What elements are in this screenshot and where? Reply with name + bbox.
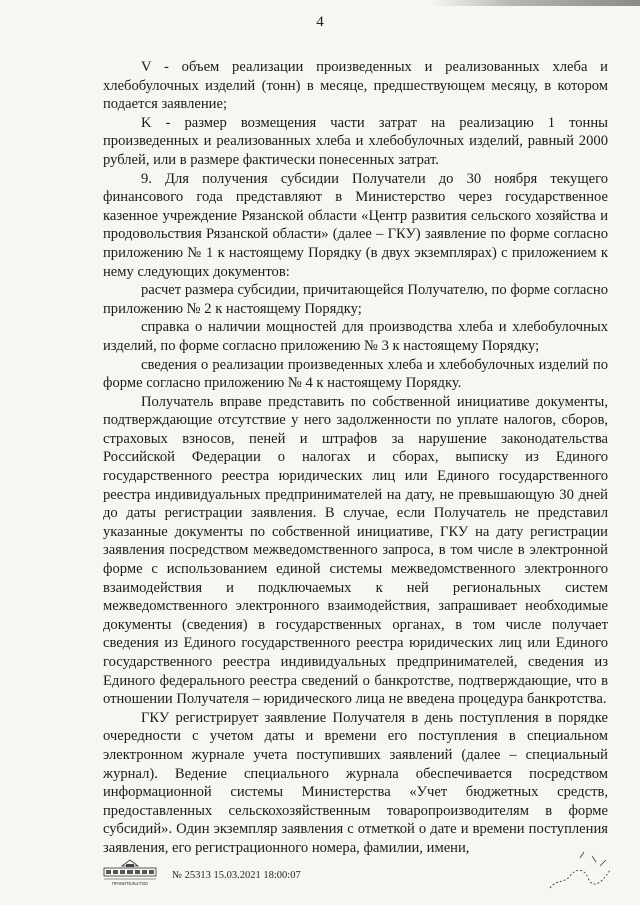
page-footer bbox=[100, 858, 620, 898]
paragraph: сведения о реализации произведенных хлеба и хлебобулочных изделий по форме согласно приложению № 4 к настоящему Порядку. bbox=[103, 356, 608, 392]
document-body bbox=[103, 58, 608, 858]
page-number: 4 bbox=[316, 14, 324, 30]
scan-edge-mark bbox=[430, 0, 640, 6]
signature-mark bbox=[540, 848, 620, 894]
paragraph: ГКУ регистрирует заявление Получателя в день поступления в порядке очередности с учетом даты и времени его поступления в специальном электронном журнале учета поступивших заявлений (далее – специальный журнал). Ведение специального журнала обеспечивается посредством информационной системы Министерства «Учет бюджетных средств, предоставленных сельскохозяйственным товаропроизводителям в форме субсидий». Один экземпляр заявления с отметкой о дате и времени поступления заявления, его регистрационного номера, фамилии, имени, bbox=[103, 709, 608, 856]
paragraph: Получатель вправе представить по собственной инициативе документы, подтверждающие отсутствие у него задолженности по уплате налогов, сборов, страховых взносов, пеней и штрафов за нарушение законодательства Российской Федерации о налогах и сборах, выписку из Единого государственного реестра юридических лиц или Единого государственного реестра индивидуальных предпринимателей на дату, не превышающую 30 дней до даты регистрации заявления. В случае, если Получатель не представил указанные документы по собственной инициативе, ГКУ на дату регистрации заявления посредством межведомственного запроса, в том числе в электронной форме с использованием единой системы межведомственного электронного взаимодействия и подключаемых к ней региональных систем межведомственного электронного взаимодействия, запрашивает необходимые документы (сведения) в государственных органах, в том числе получает сведения из Единого государственного реестра юридических лиц или Единого государственного реестра индивидуальных предпринимателей, сведения из Единого федерального реестра сведений о банкротстве, подтверждающие, что в отношении Получателя – юридического лица не введена процедура банкротства. bbox=[103, 393, 608, 708]
seal-text: ПРАВИТЕЛЬСТВО bbox=[111, 881, 149, 886]
paragraph: V - объем реализации произведенных и реализованных хлеба и хлебобулочных изделий (тонн) в месяце, предшествующем месяцу, в котором подается заявление; bbox=[103, 59, 608, 113]
paragraph: K - размер возмещения части затрат на реализацию 1 тонны произведенных и реализованных хлеба и хлебобулочных изделий, равный 2000 рублей, или в размере фактически понесенных затрат. bbox=[103, 114, 608, 168]
paragraph: расчет размера субсидии, причитающейся Получателю, по форме согласно приложению № 2 к настоящему Порядку; bbox=[103, 282, 608, 317]
paragraph: 9. Для получения субсидии Получатели до 30 ноября текущего финансового года представляют в Министерство через государственное казенное учреждение Рязанской области «Центр развития сельского хозяйства и продовольствия Рязанской области» (далее – ГКУ) заявление по форме согласно приложению № 1 к настоящему Порядку (в двух экземплярах) с приложением к нему следующих документов: bbox=[103, 170, 608, 280]
government-seal-icon bbox=[100, 858, 160, 888]
paragraph: справка о наличии мощностей для производства хлеба и хлебобулочных изделий, по форме согласно приложению № 3 к настоящему Порядку; bbox=[103, 319, 608, 354]
document-stamp: № 25313 15.03.2021 18:00:07 bbox=[172, 870, 301, 881]
